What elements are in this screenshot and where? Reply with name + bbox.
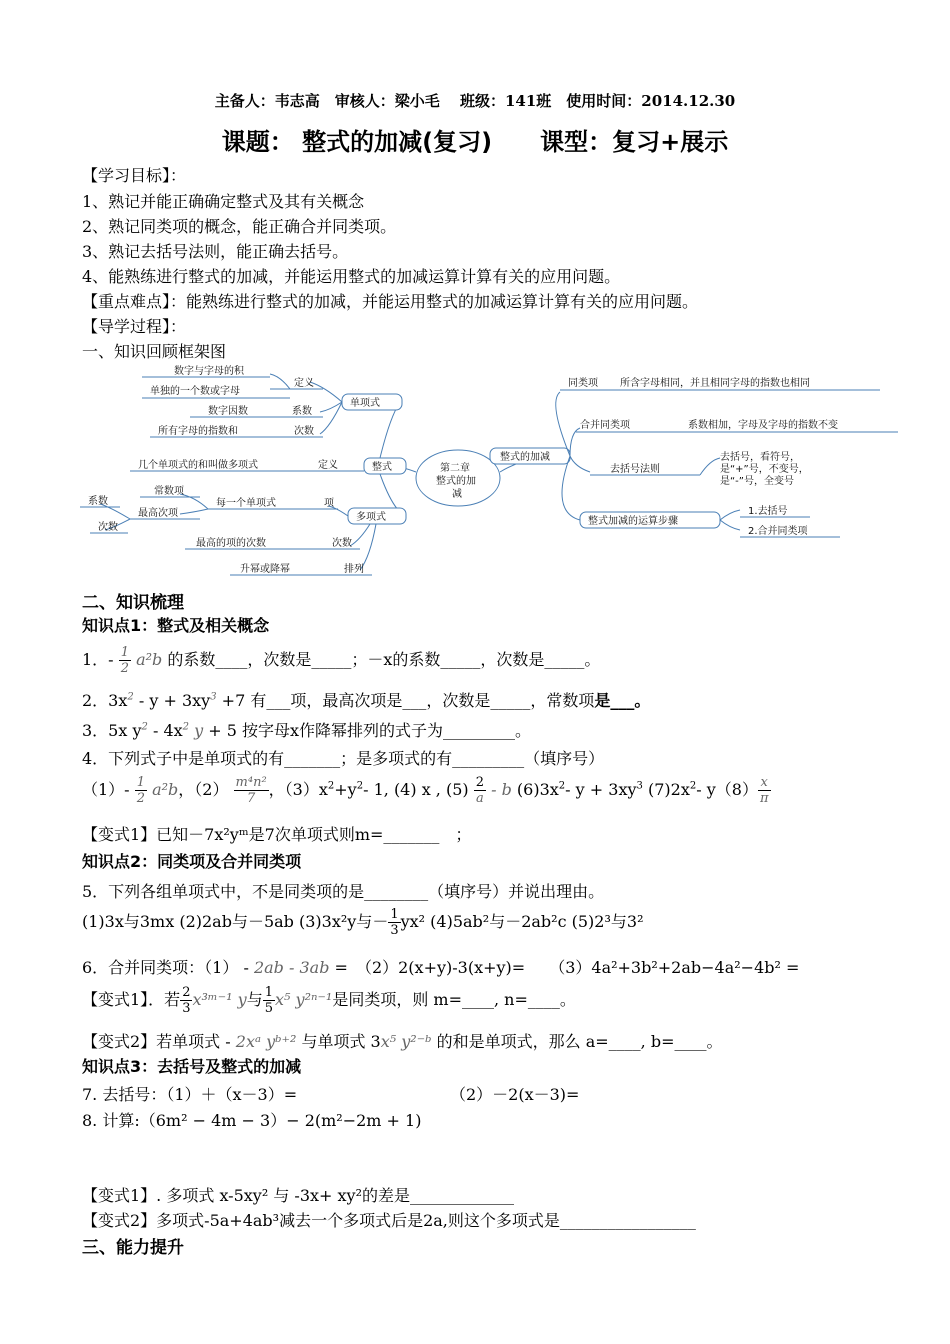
variant-5: 【变式2】多项式-5a+4ab³减去一个多项式后是2a,则这个多项式是_________________	[82, 1211, 696, 1230]
mindmap-node-text: 整式加减的运算步骤	[588, 516, 678, 527]
mindmap-link	[720, 510, 740, 520]
objective-item: 4、能熟练进行整式的加减，并能运用整式的加减运算计算有关的应用问题。	[82, 267, 621, 286]
mindmap-link	[556, 392, 570, 456]
question-6: 6．合并同类项：（1） - 2ab - 3ab = （2）2(x+y)-3(x+y)= （3）4a²+3b²+2ab−4a²−4b² =	[82, 958, 800, 977]
mindmap-node-text: 整式的加减	[500, 452, 550, 463]
fraction: $\frac{1}{2}$	[120, 645, 129, 676]
mindmap-label: 数字与字母的积	[174, 366, 244, 377]
mindmap-center-text: 第二章	[440, 463, 470, 474]
review-heading: 一、知识回顾框架图	[82, 342, 227, 361]
knowledge-mindmap	[80, 362, 910, 582]
mindmap-label: 所有字母的指数和	[158, 426, 238, 437]
mindmap-label: 数字因数	[208, 406, 248, 417]
mindmap-link	[320, 402, 342, 412]
knowledge-point-2: 知识点2：同类项及合并同类项	[82, 852, 302, 871]
objective-item: 3、熟记去括号法则，能正确去括号。	[82, 242, 349, 261]
mindmap-label: 次数	[98, 522, 118, 533]
mindmap-label: 次数	[294, 426, 314, 437]
mindmap-link	[380, 474, 400, 512]
mindmap-link	[570, 456, 590, 472]
mindmap-label: 1.去括号	[748, 506, 788, 517]
mindmap-label: 常数项	[154, 486, 184, 497]
question-7-part-2: （2）－2(x－3)=	[450, 1085, 580, 1104]
mindmap-link	[350, 524, 370, 546]
mindmap-label: 最高的项的次数	[196, 538, 266, 549]
section-2-heading: 二、知识梳理	[82, 593, 184, 613]
mindmap-link	[720, 520, 740, 530]
mindmap-label: 合并同类项	[580, 420, 630, 431]
mindmap-label: 去括号，看符号，	[720, 452, 800, 463]
mindmap-label: 单独的一个数或字母	[150, 386, 240, 397]
mindmap-label: 几个单项式的和叫做多项式	[138, 460, 258, 471]
mindmap-link	[320, 402, 342, 434]
mindmap-center-text: 减	[452, 489, 462, 500]
question-1: 1．- $\frac{1}{2}$ a²b 的系数____，次数是_____；－x的系数_____，次数是_____。	[82, 645, 601, 676]
question-3: 3．5x $y^2 - 4x^2$ y + 5 按字母x作降幂排列的式子为_________。	[82, 721, 532, 740]
header-line: 主备人：韦志高 审核人：梁小毛 班级：141班 使用时间：2014.12.30	[214, 92, 736, 110]
question-4: 4．下列式子中是单项式的有_______；是多项式的有_________（填序号）	[82, 749, 605, 768]
mindmap-label: 定义	[318, 460, 338, 471]
mindmap-label: 系数	[292, 406, 312, 417]
mindmap-label: 升幂或降幂	[240, 564, 290, 575]
mindmap-node-text: 多项式	[356, 512, 386, 523]
mindmap-link	[180, 509, 208, 514]
mindmap-label: 去括号法则	[610, 464, 660, 475]
mindmap-node-text: 单项式	[350, 398, 380, 409]
variant-3: 【变式2】若单项式 - 2xᵃ yᵇ⁺² 与单项式 3x⁵ y²⁻ᵇ 的和是单项式，那么 a=____, b=____。	[82, 1032, 723, 1051]
mindmap-label: 系数	[88, 496, 108, 507]
knowledge-point-3: 知识点3：去括号及整式的加减	[82, 1057, 302, 1076]
variant-1: 【变式1】已知－7x²yᵐ是7次单项式则m=_______ ；	[82, 825, 472, 844]
mindmap-label: 系数相加，字母及字母的指数不变	[688, 420, 838, 431]
mindmap-link	[180, 494, 208, 509]
mindmap-node-text: 整式	[372, 462, 392, 473]
mindmap-label: 是“+”号，不变号，	[720, 464, 809, 475]
mindmap-label: 排列	[344, 564, 364, 575]
mindmap-label: 定义	[294, 378, 314, 389]
mindmap-label: 次数	[332, 538, 352, 549]
mindmap-label: 每一个单项式	[216, 498, 276, 509]
question-5: 5．下列各组单项式中，不是同类项的是________（填序号）并说出理由。	[82, 882, 605, 901]
process-heading: 【导学过程】：	[82, 317, 187, 336]
mindmap-label: 2.合并同类项	[748, 526, 808, 537]
mindmap-label: 同类项	[568, 378, 598, 389]
variant-2: 【变式1】．若 $\frac{2}{3}$ x³ᵐ⁻¹ y与 $\frac{1}{5}$ x⁵ y²ⁿ⁻¹是同类项，则 m=____, n=____。	[82, 985, 576, 1016]
mindmap-label: 项	[324, 498, 334, 509]
mindmap-link	[310, 382, 342, 402]
mindmap-label: 最高次项	[138, 508, 178, 519]
mindmap-label: 所含字母相同，并且相同字母的指数也相同	[620, 378, 810, 389]
question-2: 2．$3x^2 - y + 3xy^3 +7$ 有___项，最高次项是___，次数是_____，常数项是___。	[82, 691, 651, 710]
objective-item: 1、熟记并能正确确定整式及其有关概念	[82, 192, 365, 211]
objectives-heading: 【学习目标】：	[82, 166, 187, 185]
question-8: 8. 计算:（6m² − 4m − 3）− 2(m²−2m + 1)	[82, 1111, 422, 1130]
question-4-options: （1）- $\frac{1}{2}$ a²b，（2） $\frac{\text{m⁴n²}}{7}$ ，$(3)x^2+y^2-$ 1, (4) x , (5) $\frac{2}{a}$ - b $(6)3x^2-$ $y + 3xy^3$ $(7)2x^2-$ y（8） $\frac{x}{\pi}$	[82, 775, 769, 806]
page-title: 课题： 整式的加减(复习) 课型：复习+展示	[221, 128, 729, 156]
keypoint-line: 【重点难点】：能熟练进行整式的加减，并能运用整式的加减运算计算有关的应用问题。	[82, 292, 699, 311]
knowledge-point-1: 知识点1：整式及相关概念	[82, 616, 270, 635]
mindmap-link	[270, 374, 290, 389]
mindmap-center-text: 整式的加	[436, 476, 476, 487]
question-5-options: (1)3x与3mx (2)2ab与－5ab (3)3x²y与－ $\frac{1}{3}$ yx² (4)5ab²与－2ab²c (5)2³与3²	[82, 907, 644, 938]
objective-item: 2、熟记同类项的概念，能正确合并同类项。	[82, 217, 397, 236]
variant-4: 【变式1】. 多项式 x-5xy² 与 -3x+ xy²的差是_____________	[82, 1186, 514, 1205]
section-3-heading: 三、能力提升	[82, 1238, 184, 1258]
mindmap-label: 是“-”号，全变号	[720, 476, 794, 487]
question-7-part-1: 7. 去括号：（1）＋（x－3）=	[82, 1085, 298, 1104]
mindmap-link	[700, 458, 720, 475]
